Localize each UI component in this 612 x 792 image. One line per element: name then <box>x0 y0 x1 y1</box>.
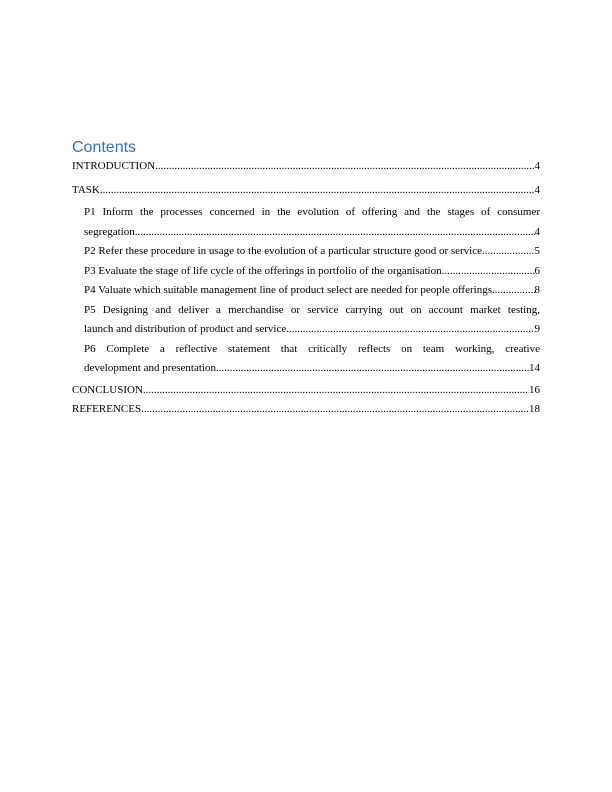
toc-entry-title-line1: P5 Designing and deliver a merchandise or service carrying out on account market testing, <box>84 303 540 316</box>
toc-entry-conclusion[interactable] <box>72 381 540 401</box>
toc-entry-title-line1: P1 Inform the processes concerned in the evolution of offering and the stages of consumer <box>84 206 540 218</box>
toc-entry-page: 8 <box>534 284 540 296</box>
table-of-contents <box>72 157 540 420</box>
toc-entry-title-line2: segregation <box>84 225 135 238</box>
toc-entry-page: 4 <box>534 183 540 196</box>
toc-entry-title: CONCLUSION <box>72 383 143 396</box>
toc-entry-task[interactable] <box>72 181 540 201</box>
toc-dot-leader <box>482 242 535 262</box>
toc-entry-page: 4 <box>534 160 540 172</box>
toc-entry-page: 6 <box>534 264 540 277</box>
toc-entry-page: 9 <box>534 323 540 335</box>
toc-entry-title: P2 Refer these procedure in usage to the evolution of a particular structure good or service <box>84 245 482 257</box>
toc-entry-title-line2: development and presentation <box>84 362 216 374</box>
toc-entry-title-line2: launch and distribution of product and service <box>84 323 287 335</box>
toc-dot-leader <box>155 157 534 177</box>
toc-entry-page: 18 <box>529 403 540 415</box>
toc-entry-p3[interactable] <box>72 262 540 282</box>
toc-entry-p6[interactable] <box>72 340 540 379</box>
toc-dot-leader <box>286 320 534 340</box>
toc-heading: Contents <box>72 139 137 156</box>
toc-entry-introduction[interactable] <box>72 157 540 177</box>
toc-dot-leader <box>492 281 535 301</box>
toc-entry-title-line1: P6 Complete a reflective statement that critically reflects on team working, creative <box>84 342 540 355</box>
toc-entry-title: TASK <box>72 183 100 196</box>
toc-entry-title: P4 Valuate which suitable management line of product select are needed for people offerings <box>84 284 492 296</box>
toc-dot-leader <box>143 381 529 401</box>
toc-entry-page: 14 <box>529 362 540 374</box>
toc-entry-title: INTRODUCTION <box>72 160 156 172</box>
toc-dot-leader <box>135 223 535 243</box>
toc-entry-references[interactable] <box>72 400 540 420</box>
toc-dot-leader <box>100 181 535 201</box>
toc-entry-page: 5 <box>534 245 540 257</box>
toc-entry-p4[interactable] <box>72 281 540 301</box>
toc-entry-title: P3 Evaluate the stage of life cycle of the offerings in portfolio of the organisation <box>84 264 442 277</box>
toc-entry-page: 4 <box>534 225 540 238</box>
toc-entry-p5[interactable] <box>72 301 540 340</box>
toc-entry-p1[interactable] <box>72 203 540 242</box>
toc-entry-p2[interactable] <box>72 242 540 262</box>
toc-dot-leader <box>216 359 529 379</box>
toc-entry-title: REFERENCES <box>72 403 142 415</box>
toc-dot-leader <box>442 262 535 282</box>
toc-dot-leader <box>141 400 529 420</box>
toc-entry-page: 16 <box>529 383 540 396</box>
